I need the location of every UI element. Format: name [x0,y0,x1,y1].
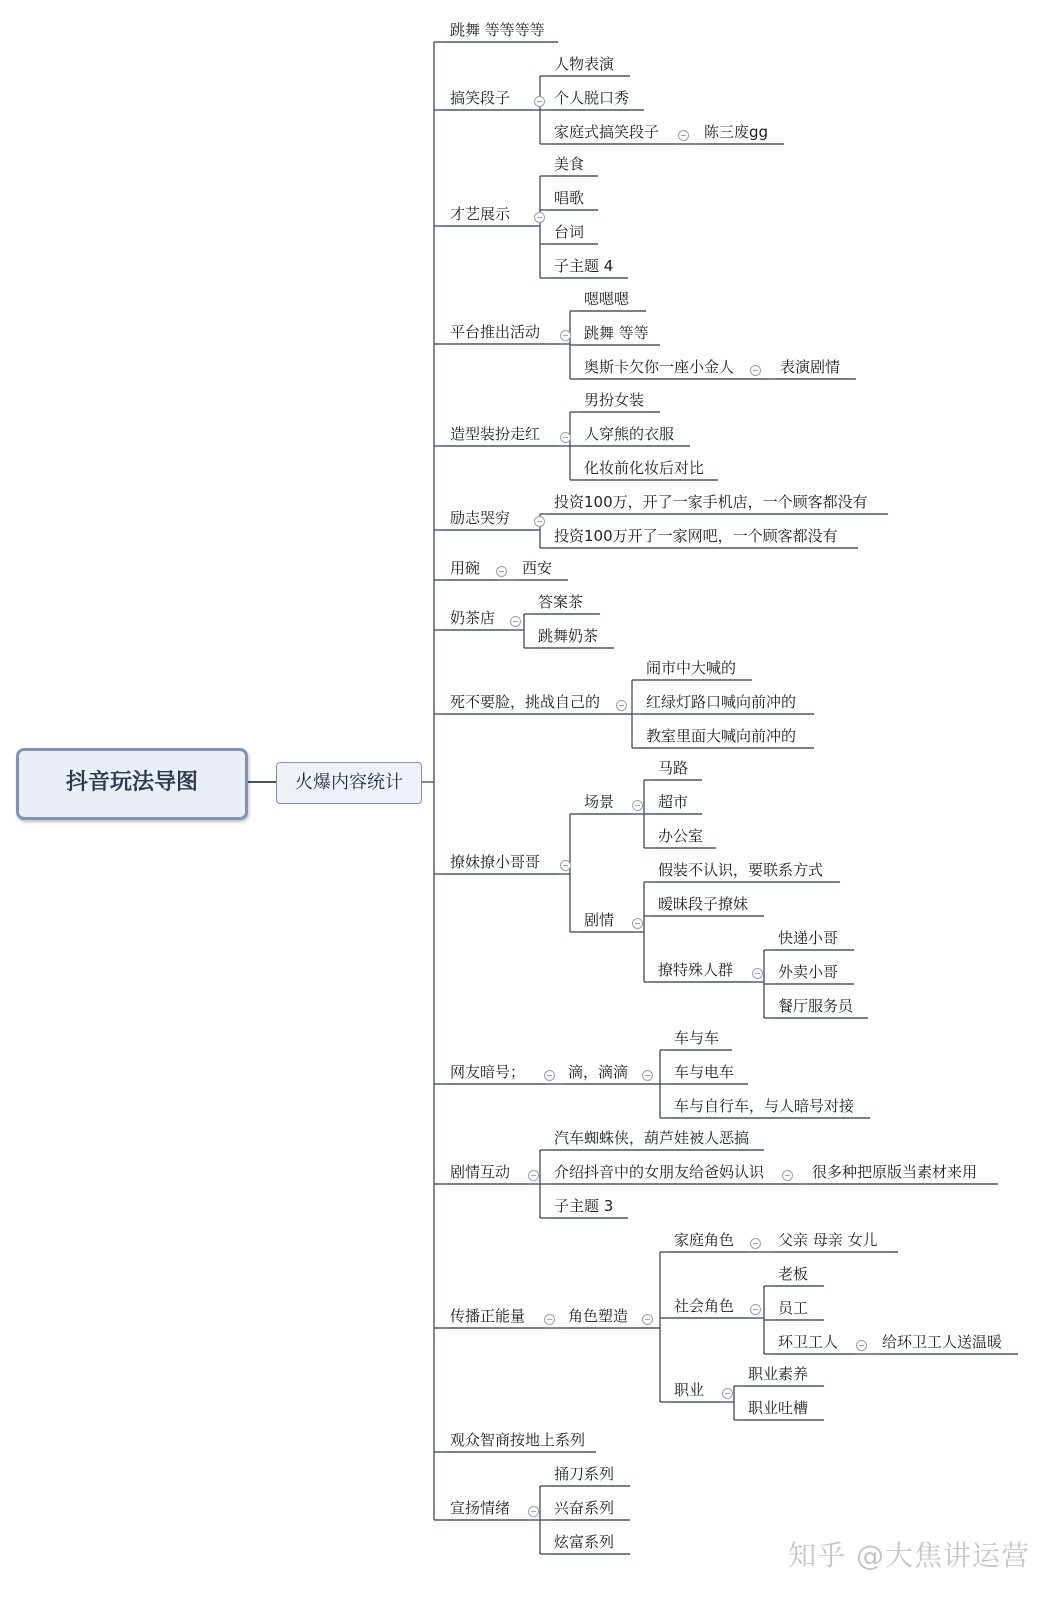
topic-node-n11a1[interactable]: 车与车 [674,1029,720,1047]
topic-node-n11[interactable]: 网友暗号； [450,1063,526,1081]
collapse-toggle-icon[interactable]: − [496,566,507,577]
topic-node-n6[interactable]: 励志哭穷 [450,509,511,527]
main-topic-node[interactable] [276,762,422,804]
topic-node-n12b[interactable]: 介绍抖音中的女朋友给爸妈认识 [554,1163,765,1181]
topic-node-n10b3a[interactable]: 快递小哥 [778,929,839,947]
topic-node-n13a3[interactable]: 职业 [674,1381,705,1399]
topic-node-n4c[interactable]: 奥斯卡欠你一座小金人 [584,358,735,376]
collapse-toggle-icon[interactable]: − [722,1388,733,1399]
collapse-toggle-icon[interactable]: − [544,1070,555,1081]
topic-node-n5a[interactable]: 男扮女装 [584,391,645,409]
root-label: 抖音玩法导图 [65,770,198,795]
topic-node-n15c[interactable]: 炫富系列 [554,1533,615,1551]
topic-node-n8[interactable]: 奶茶店 [450,609,496,627]
topic-node-n2a[interactable]: 人物表演 [554,55,615,73]
topic-node-n2[interactable]: 搞笑段子 [450,89,511,107]
topic-node-n12c[interactable]: 子主题 3 [554,1197,614,1215]
topic-node-n4a[interactable]: 嗯嗯嗯 [584,290,630,308]
collapse-toggle-icon[interactable]: − [750,365,761,376]
topic-node-n5b[interactable]: 人穿熊的衣服 [584,425,675,443]
topic-node-n10a1[interactable]: 马路 [658,759,689,777]
topic-node-n13a[interactable]: 角色塑造 [568,1307,629,1325]
topic-node-n12b1[interactable]: 很多种把原版当素材来用 [812,1163,978,1181]
topic-node-n3a[interactable]: 美食 [554,155,585,173]
collapse-toggle-icon[interactable]: − [510,616,521,627]
topic-node-n13a2[interactable]: 社会角色 [674,1297,735,1315]
topic-node-n10b3[interactable]: 撩特殊人群 [658,961,734,979]
topic-node-n8b[interactable]: 跳舞奶茶 [538,627,599,645]
topic-node-n2c1[interactable]: 陈三废gg [704,123,769,141]
topic-node-n14[interactable]: 观众智商按地上系列 [450,1431,586,1449]
topic-node-n10b2[interactable]: 暧昧段子撩妹 [658,895,749,913]
collapse-toggle-icon[interactable]: − [632,800,643,811]
collapse-toggle-icon[interactable]: − [616,700,627,711]
topic-node-n13a3b[interactable]: 职业吐槽 [748,1399,809,1417]
topic-node-n13a1a[interactable]: 父亲 母亲 女儿 [778,1231,878,1249]
topic-node-n3c[interactable]: 台词 [554,223,585,241]
topic-node-n10a3[interactable]: 办公室 [658,827,704,845]
topic-node-n10b3b[interactable]: 外卖小哥 [778,963,839,981]
topic-node-n9a[interactable]: 闹市中大喊的 [646,659,737,677]
topic-node-n4[interactable]: 平台推出活动 [450,323,541,341]
topic-node-n9b[interactable]: 红绿灯路口喊向前冲的 [646,693,797,711]
topic-node-n13a2b[interactable]: 员工 [778,1299,809,1317]
collapse-toggle-icon[interactable]: − [534,516,545,527]
topic-node-n10a[interactable]: 场景 [584,793,615,811]
topic-node-n2c[interactable]: 家庭式搞笑段子 [554,123,660,141]
topic-node-n15b[interactable]: 兴奋系列 [554,1499,615,1517]
collapse-toggle-icon[interactable]: − [544,1314,555,1325]
collapse-toggle-icon[interactable]: − [560,432,571,443]
topic-node-n11a2[interactable]: 车与电车 [674,1063,735,1081]
topic-node-n11a[interactable]: 滴，滴滴 [568,1063,629,1081]
topic-node-n4b[interactable]: 跳舞 等等 [584,324,649,342]
topic-node-n13a3a[interactable]: 职业素养 [748,1365,809,1383]
topic-node-n13a2a[interactable]: 老板 [778,1265,809,1283]
topic-node-n11a3[interactable]: 车与自行车，与人暗号对接 [674,1097,855,1115]
topic-node-n6b[interactable]: 投资100万开了一家网吧，一个顾客都没有 [554,527,838,545]
collapse-toggle-icon[interactable]: − [782,1170,793,1181]
topic-node-n10[interactable]: 撩妹撩小哥哥 [450,853,541,871]
topic-node-n15a[interactable]: 捅刀系列 [554,1465,615,1483]
topic-node-n13a2c1[interactable]: 给环卫工人送温暖 [882,1333,1003,1351]
collapse-toggle-icon[interactable]: − [528,1506,539,1517]
topic-node-n7a[interactable]: 西安 [522,559,553,577]
topic-node-n6a[interactable]: 投资100万，开了一家手机店，一个顾客都没有 [554,493,868,511]
collapse-toggle-icon[interactable]: − [856,1340,867,1351]
topic-node-n10b[interactable]: 剧情 [584,911,615,929]
collapse-toggle-icon[interactable]: − [750,1304,761,1315]
topic-node-n12[interactable]: 剧情互动 [450,1163,511,1181]
topic-node-n15[interactable]: 宣扬情绪 [450,1499,511,1517]
collapse-toggle-icon[interactable]: − [752,968,763,979]
collapse-toggle-icon[interactable]: − [642,1314,653,1325]
topic-node-n13a1[interactable]: 家庭角色 [674,1231,735,1249]
topic-node-n3d[interactable]: 子主题 4 [554,257,614,275]
topic-node-n3b[interactable]: 唱歌 [554,189,585,207]
collapse-toggle-icon[interactable]: − [750,1238,761,1249]
topic-node-n13a2c[interactable]: 环卫工人 [778,1333,839,1351]
topic-node-n10a2[interactable]: 超市 [658,793,689,811]
topic-node-n1[interactable]: 跳舞 等等等等 [450,21,545,39]
topic-node-n8a[interactable]: 答案茶 [538,593,584,611]
collapse-toggle-icon[interactable]: − [560,330,571,341]
topic-node-n9[interactable]: 死不要脸，挑战自己的 [450,693,601,711]
collapse-toggle-icon[interactable]: − [678,130,689,141]
topic-node-n10b1[interactable]: 假装不认识，要联系方式 [658,861,824,879]
topic-node-n5[interactable]: 造型装扮走红 [450,425,541,443]
topic-node-n10b3c[interactable]: 餐厅服务员 [778,997,854,1015]
collapse-toggle-icon[interactable]: − [560,860,571,871]
topic-node-n7[interactable]: 用碗 [450,559,481,577]
topic-node-n2b[interactable]: 个人脱口秀 [554,89,630,107]
collapse-toggle-icon[interactable]: − [632,918,643,929]
collapse-toggle-icon[interactable]: − [642,1070,653,1081]
topic-node-n12a[interactable]: 汽车蜘蛛侠，葫芦娃被人恶搞 [554,1129,750,1147]
root-node[interactable] [16,748,248,820]
topic-node-n9c[interactable]: 教室里面大喊向前冲的 [646,727,797,745]
topic-node-n3[interactable]: 才艺展示 [450,205,511,223]
topic-node-n4c1[interactable]: 表演剧情 [780,358,841,376]
collapse-toggle-icon[interactable]: − [534,212,545,223]
collapse-toggle-icon[interactable]: − [528,1170,539,1181]
topic-node-n5c[interactable]: 化妆前化妆后对比 [584,459,705,477]
collapse-toggle-icon[interactable]: − [534,96,545,107]
main-topic-label: 火爆内容统计 [295,772,403,793]
watermark-text: 知乎 @大焦讲运营 [788,1539,1030,1572]
topic-node-n13[interactable]: 传播正能量 [450,1307,526,1325]
